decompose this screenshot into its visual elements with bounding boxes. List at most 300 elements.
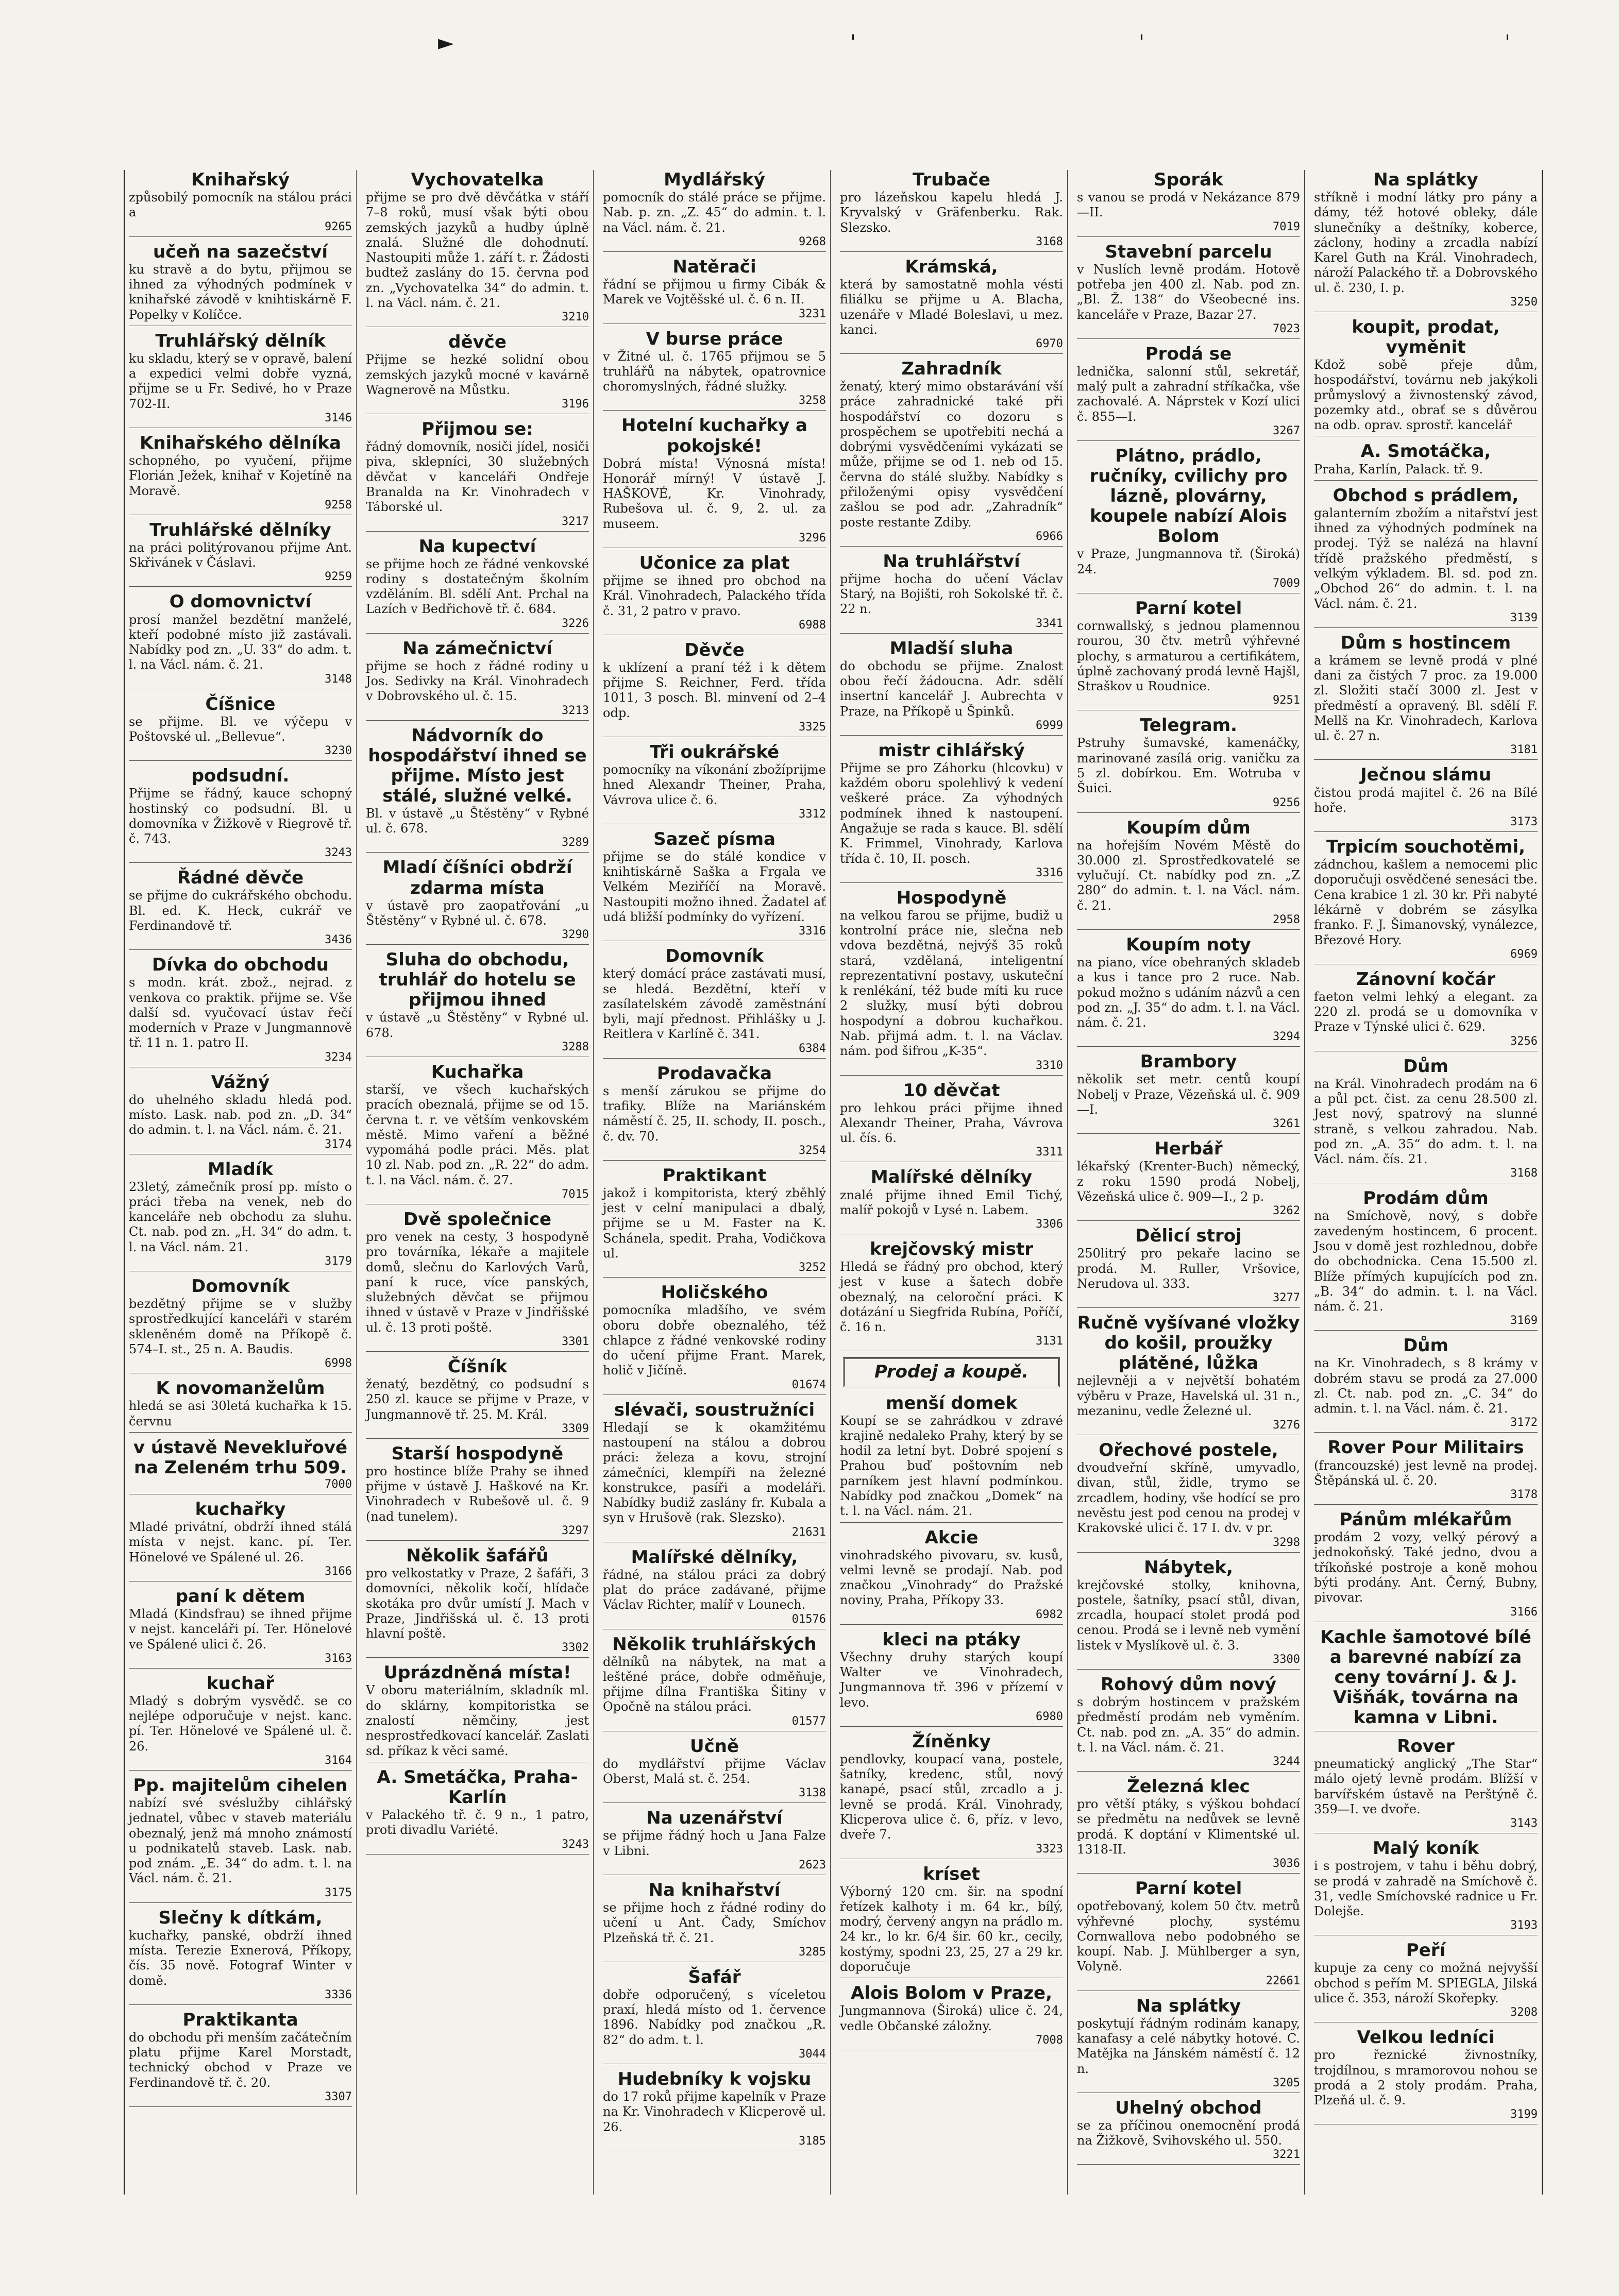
ad-number: 3290 <box>562 928 589 942</box>
classified-ad <box>366 639 589 721</box>
ad-number: 3181 <box>1510 743 1538 757</box>
ad-body: pro venek na cesty, 3 hospodyně pro továrníka, lékaře a majitele domů, slečnu do Karlových Varů, paní k ruce, více panských, služebných děvčat se přijmou ihned v ústavě v Praze v Jindřišské ul. č. 13 proti poště. <box>366 1230 589 1335</box>
ad-body: pomocník do stálé práce se přijme. Nab. p. zn. „Z. 45“ do admin. t. l. na Václ. nám. č. 21. <box>603 190 826 235</box>
ad-number: 6970 <box>1036 337 1063 351</box>
ad-column <box>362 170 594 2195</box>
classified-ad <box>840 1732 1063 1859</box>
ad-body: i s postrojem, v tahu i běhu dobrý, se prodá v zahradě na Smíchově č. 31, vedle Smíchovské radnice u Fr. Dolejše. <box>1314 1859 1538 1919</box>
ad-number: 3300 <box>1273 1653 1300 1666</box>
ad-heading: Malířské dělníky, <box>631 1546 798 1568</box>
classified-ad <box>1077 1777 1300 1874</box>
ad-number: 3323 <box>1036 1842 1063 1856</box>
ad-heading: kleci na ptáky <box>882 1629 1021 1650</box>
ad-heading: Praktikant <box>662 1165 767 1186</box>
classified-ad <box>366 1767 589 1855</box>
classified-ad <box>129 1587 352 1669</box>
classified-ad <box>603 416 826 548</box>
classified-ad <box>129 1776 352 1903</box>
classified-ad <box>1077 1313 1300 1435</box>
ad-number: 3146 <box>325 411 352 424</box>
ad-heading: Plátno, prádlo, ručníky, cvilichy pro lázně, plovárny, koupele nabízí Alois Bolom <box>1089 445 1288 547</box>
ad-body: pro hostince blíže Prahy se ihned přijme v ústavě J. Haškové na Kr. Vinohradech v Rubešově ul. č. 9 (nad tunelem). <box>366 1464 589 1524</box>
ad-number: 3277 <box>1273 1291 1300 1305</box>
classified-ad <box>603 170 826 252</box>
ad-body: do uhelného skladu hledá pod. místo. Lask. nab. pod zn. „D. 34“ do admin. t. l. na Václ. nám. č. 21. <box>129 1092 352 1137</box>
ad-number: 3205 <box>1273 2076 1300 2089</box>
classified-ad <box>603 1967 826 2064</box>
ad-number: 3312 <box>799 807 826 821</box>
classified-ad <box>1077 446 1300 593</box>
ad-body: přijme hocha do učení Václav Starý, na Bojišti, roh Sokolské tř. č. 22 n. <box>840 571 1063 617</box>
classified-ad <box>603 1635 826 1731</box>
ad-heading: Na knihařství <box>648 1879 781 1900</box>
classified-ad <box>129 955 352 1067</box>
classified-ad <box>840 1239 1063 1351</box>
classified-ad <box>1077 2098 1300 2165</box>
ad-body: dělníků na nábytek, na mat a leštěné práce, dobře odměňuje, přijme dílna Františka Šitiny v Opočně na stálou práci. <box>603 1654 826 1714</box>
ad-body: na piano, více obehraných skladeb a kus i tance pro 2 ruce. Nab. pokud možno s udáním názvů a cen pod zn. „J. 35“ do adm. t. l. na Václ. nám. č. 21. <box>1077 955 1300 1030</box>
classified-ad <box>129 1277 352 1373</box>
ad-number: 3169 <box>1510 1314 1538 1328</box>
classified-ad <box>129 1500 352 1581</box>
ad-number: 3168 <box>1036 235 1063 248</box>
classified-ad <box>840 1167 1063 1234</box>
ad-body: 250litrý pro pekaře lacino se prodá. M. Ruller, Vršovice, Nerudova ul. 333. <box>1077 1246 1300 1291</box>
ad-heading: Kachle šamotové bílé a barevné nabízí za ceny tovární J. & J. Višňák, továrna na kamna v Libni. <box>1320 1626 1531 1728</box>
classified-ad <box>603 329 826 411</box>
classified-ad <box>129 1379 352 1433</box>
ad-number: 3316 <box>1036 866 1063 879</box>
ad-heading: Nábytek, <box>1144 1557 1233 1578</box>
classified-ad <box>1314 317 1538 437</box>
ad-heading: A. Smotáčka, <box>1360 441 1491 462</box>
ad-heading: Ručně vyšívané vložky do košil, proužky plátěné, lůžka <box>1077 1313 1300 1374</box>
ad-heading: Vychovatelka <box>411 170 544 190</box>
ad-body: jakož i kompitorista, který zběhlý jest v celní manipulaci a dbalý, přijme se u M. Faster na K. Schánela, spedit. Praha, Vodičkova ul. <box>603 1185 826 1261</box>
ad-body: do obchodu se přijme. Znalost obou řečí žádoucna. Adr. sdělí insertní kancelář J. Aubrechta v Praze, na Příkopě u Špinků. <box>840 658 1063 719</box>
ad-number: 3217 <box>562 515 589 528</box>
ad-body: hledá se asi 30letá kuchařka k 15. červnu <box>129 1399 352 1428</box>
ad-body: V oboru materiálním, skladník ml. do sklárny, kompitoristka se znalostí němčiny, jest nesprostředkovací kancelář. Zaslati sd. příkaz k věci samé. <box>366 1683 589 1758</box>
ad-number: 3172 <box>1510 1416 1538 1430</box>
ad-heading: Knihařský <box>191 170 290 190</box>
ad-body: přijme se pro dvě děvčátka v stáří 7–8 roků, musí však býti obou zemských jazyků a hudby úplně znalá. Služné dle dohodnutí. Nastoupiti může 1. září t. r. Žádosti budtež zaslány do 15. června pod zn. „Vychovatelka 34“ do admin. t. l. na Václ. nám. č. 21. <box>366 190 589 310</box>
ad-body: Mladá (Kindsfrau) se ihned přijme v nejst. kanceláři pí. Ter. Hönelové ve Spálené ulici č. 26. <box>129 1606 352 1652</box>
ad-number: 3298 <box>1273 1536 1300 1549</box>
ad-body: Mladé privátní, obdrží ihned stálá místa v nejst. kanc. pí. Ter. Hönelové ve Spálené ul. 26. <box>129 1520 352 1564</box>
ad-heading: Parní kotel <box>1135 598 1242 619</box>
classified-ad <box>1314 1336 1538 1433</box>
ad-body: se za příčinou onemocnění prodá na Žižkově, Svihovského ul. 550. <box>1077 2118 1300 2148</box>
ad-number: 3174 <box>325 1137 352 1151</box>
ad-body: ku stravě a do bytu, přijmou se ihned za výhodných podmínek v knihařské závodě v knihtiskárně F. Popelky v Kolíčce. <box>129 262 352 322</box>
ad-body: způsobilý pomocník na stálou práci a <box>129 190 352 220</box>
classified-ad <box>840 170 1063 252</box>
ad-number: 6998 <box>325 1357 352 1370</box>
ad-heading: Velkou ledníci <box>1357 2027 1495 2048</box>
ad-number: 6988 <box>799 618 826 632</box>
classified-ad <box>129 1160 352 1271</box>
ad-body: starší, ve všech kuchařských pracích obeznalá, přijme se od 15. června t. r. ve větším venkovském městě. Mimo vaření a běžné vypomáhá podle práci. Měs. plat 10 zl. Nab. pod zn. „R. 22“ do adm. t. l. na Václ. nám. č. 27. <box>366 1082 589 1187</box>
classified-ad <box>840 888 1063 1076</box>
ad-heading: Malý koník <box>1373 1838 1479 1859</box>
ad-number: 3294 <box>1273 1030 1300 1044</box>
ad-body: prosí manžel bezdětní manželé, kteří podobné místo již zastávali. Nabídky pod zn. „U. 33“ do adm. t. l. na Václ. nám. č. 21. <box>129 612 352 672</box>
ad-heading: Stavební parcelu <box>1105 241 1272 262</box>
classified-ad <box>366 332 589 414</box>
ad-body: která by samostatně mohla vésti filiálku se přijme u A. Blacha, uzenáře v Mladé Boleslavi, u mez. kanci. <box>840 277 1063 337</box>
classified-ad <box>840 639 1063 736</box>
ad-number: 9268 <box>799 235 826 248</box>
classified-ad <box>1077 170 1300 237</box>
classified-ad <box>1314 633 1538 760</box>
ad-number: 3302 <box>562 1641 589 1655</box>
ad-heading: Vážný <box>211 1072 270 1093</box>
classified-ad <box>1314 1737 1538 1833</box>
ad-body: 23letý, zámečník prosí pp. místo o práci třeba na venek, neb do kanceláře neb obchodu za sluhu. Ct. nab. pod zn. „H. 34“ do adm. t. l. na Václ. nám. 21. <box>129 1179 352 1254</box>
ad-body: na Kr. Vinohradech, s 8 krámy v dobrém stavu se prodá za 27.000 zl. Ct. nab. pod zn. „C. 34“ do admin. t. l. na Václ. nám. č. 21. <box>1314 1356 1538 1416</box>
classified-ad <box>840 1630 1063 1727</box>
ad-body: dvoudveřní skříně, umyvadlo, divan, stůl, židle, trymo se zrcadlem, hodiny, vše hodící se pro nevěstu jest pod cenou na prodej v Krakovské ulici č. 17 I. dv. v pr. <box>1077 1460 1300 1536</box>
ad-heading: Domovník <box>665 946 764 967</box>
ad-number: 9256 <box>1273 796 1300 809</box>
ad-body: řádné, na stálou práci za dobrý plat do práce zadávané, přijme Václav Richter, malíř v Lounech. <box>603 1567 826 1612</box>
classified-ad <box>1314 486 1538 628</box>
classified-ad <box>840 257 1063 354</box>
ad-heading: Na splátky <box>1373 170 1478 190</box>
classified-ad <box>129 1073 352 1154</box>
classified-ad <box>603 1547 826 1629</box>
ad-number: 3267 <box>1273 424 1300 437</box>
ad-number: 3166 <box>1510 1605 1538 1619</box>
classified-ad <box>366 1663 589 1762</box>
classified-ad <box>603 946 826 1058</box>
ad-body: nabízí své svéslužby cihlářský jednatel, vůbec v staveb materiálu obeznalý, jenž má mnoho známostí u podnikatelů staveb. Lask. nab. pod znám. „E. 34“ do adm. t. l. na Václ. nám. č. 21. <box>129 1796 352 1886</box>
ad-heading: Mladík <box>207 1159 274 1180</box>
classified-ad <box>603 1064 826 1161</box>
classified-ad <box>366 858 589 945</box>
ad-body: Mladý s dobrým vysvědč. se co nejlépe odporučuje v nejst. kanc. pí. Ter. Hönelové ve Spálené ul. č. 26. <box>129 1693 352 1754</box>
ad-heading: Sporák <box>1154 170 1223 190</box>
ad-number: 3243 <box>325 846 352 860</box>
ad-heading: Kuchařka <box>431 1062 524 1083</box>
ad-heading: Malířské dělníky <box>870 1167 1033 1188</box>
ad-number: 21631 <box>791 1525 826 1539</box>
classified-ad <box>603 257 826 324</box>
ad-number: 3289 <box>562 836 589 849</box>
ad-body: s vanou se prodá v Nekázance 879—II. <box>1077 190 1300 220</box>
ad-body: lékařský (Krenter-Buch) německý, z roku 1590 prodá Nobelj, Vězeňská ulice č. 909—I., 2 p. <box>1077 1159 1300 1204</box>
ad-body: vinohradského pivovaru, sv. kusů, velmi levně se prodají. Nab. pod značkou „Vinohrady“ do Pražské noviny, Praha, Příkopy 33. <box>840 1547 1063 1608</box>
ad-number: 3036 <box>1273 1857 1300 1870</box>
classified-ad <box>1077 344 1300 441</box>
ad-body: pneumatický anglický „The Star“ málo ojetý levně prodám. Blížší v barvířském ústavě na Perštýně č. 359—I. ve dvoře. <box>1314 1757 1538 1816</box>
classified-ad <box>840 1983 1063 2050</box>
classified-ad <box>603 742 826 824</box>
ad-body: ženatý, bezdětný, co podsudní s 250 zl. kauce se přijme v Praze, v Jungmannově tř. 25. M. Král. <box>366 1377 589 1422</box>
classified-ad <box>603 553 826 635</box>
ad-number: 01577 <box>791 1714 826 1728</box>
classified-ad <box>603 1880 826 1962</box>
ad-heading: slévači, soustružníci <box>614 1399 815 1420</box>
ad-number: 3341 <box>1036 617 1063 630</box>
ad-heading: koupit, prodat, vyměnit <box>1352 316 1500 358</box>
classified-ad <box>603 1283 826 1394</box>
ad-number: 3307 <box>325 2090 352 2103</box>
classified-ad <box>1314 1057 1538 1184</box>
classified-ad <box>840 1528 1063 1625</box>
ad-body: kuchařky, panské, obdrží ihned místa. Terezie Exnerová, Příkopy, čís. 35 nově. Fotograf Winter v domě. <box>129 1928 352 1988</box>
classified-ad <box>129 433 352 515</box>
ad-number: 3044 <box>799 2048 826 2061</box>
ad-body: do 17 roků přijme kapelník v Praze na Kr. Vinohradech v Klicperově ul. 26. <box>603 2089 826 2134</box>
ad-heading: Prodám dům <box>1363 1188 1489 1209</box>
ad-body: na Smíchově, nový, s dobře zavedeným hostincem, 6 procent. Jsou v domě jest rozhlednou, dobře do obchodnicka. Cena 15.500 zl. Blíže přímých kupujících pod zn. „B. 34“ do admin. t. l. na Václ. nám. č. 21. <box>1314 1209 1538 1314</box>
ad-number: 3163 <box>325 1652 352 1665</box>
ad-heading: Učně <box>689 1736 739 1757</box>
ad-body: se přijme hoch ze řádné venkovské rodiny s dostatečným školním vzděláním. Bl. sdělí Ant. Prchal na Lazích v Bedřichově tř. č. 684. <box>366 556 589 617</box>
ad-heading: Knihařského dělníka <box>140 432 341 453</box>
ad-body: pro lázeňskou kapelu hledá J. Kryvalský v Gräfenberku. Rak. Slezsko. <box>840 190 1063 235</box>
ad-body: Přijme se pro Záhorku (hlcovku) v každém oboru spolehlivý k vedení veškeré práce. Za výhodných podmínek ihned k nastoupení. Angažuje se rada s kauce. Bl. sdělí K. Frimmel, Vinohrady, Karlova třída č. 10, II. posch. <box>840 760 1063 866</box>
ad-body: se přijme hoch z řádné rodiny do učení u Ant. Čady, Smíchov Plzeňská tř. č. 21. <box>603 1900 826 1945</box>
ad-heading: Dům <box>1403 1056 1448 1077</box>
ad-heading: Pánům mlékařům <box>1339 1509 1512 1530</box>
ad-body: na Král. Vinohradech prodám na 6 a půl pct. čist. za cenu 28.500 zl. Jest nový, spatrový na slunné straně, s velkou zahradou. Nab. pod zn. „A. 35“ do adm. t. l. na Václ. nám. čís. 21. <box>1314 1076 1538 1167</box>
print-mark: ► <box>438 31 454 55</box>
ad-number: 3166 <box>325 1564 352 1578</box>
classified-ads-page <box>124 170 1543 2195</box>
ad-body: poskytují řádným rodinám kanapy, kanafasy a celé nábytky hotové. C. Matějka na Jánském náměstí č. 12 n. <box>1077 2016 1300 2076</box>
ad-number: 2958 <box>1273 913 1300 926</box>
classified-ad <box>603 1400 826 1542</box>
classified-ad <box>1314 2028 1538 2124</box>
ad-heading: Starší hospodyně <box>391 1443 564 1464</box>
ad-number: 9258 <box>325 498 352 512</box>
ad-body: přijme se hoch z řádné rodiny u Jos. Sedivky na Král. Vinohradech v Dobrovského ul. č. 15. <box>366 658 589 704</box>
ad-number: 3306 <box>1036 1218 1063 1231</box>
classified-ad <box>1077 1440 1300 1552</box>
print-mark: ' <box>850 31 856 55</box>
classified-ad <box>603 640 826 737</box>
ad-body: Jungmannova (Široká) ulice č. 24, vedle Občanské záložny. <box>840 2003 1063 2033</box>
ad-body: prodám 2 vozy, velký pérový a jednokoňský. Také jedno, dvou a tříkoňské postroje a koně mohou býti prodány. Ant. Černý, Bubny, pivovar. <box>1314 1530 1538 1605</box>
ad-heading: Učonice za plat <box>639 552 790 573</box>
classified-ad <box>366 1210 589 1352</box>
ad-heading: kríset <box>923 1863 980 1884</box>
ad-number: 3243 <box>562 1838 589 1851</box>
ad-heading: kuchař <box>207 1673 274 1694</box>
ad-heading: Řádné děvče <box>177 868 304 889</box>
ad-number: 3296 <box>799 531 826 545</box>
ad-body: který domácí práce zastávati musí, se hledá. Bezdětní, kteří v zasílatelském závodě zaměstnání byli, mají přednost. Přihlášky u J. Reitlera v Karlíně č. 341. <box>603 966 826 1042</box>
classified-ad <box>1077 1139 1300 1221</box>
ad-heading: Na splátky <box>1136 1995 1241 2016</box>
ad-number: 3208 <box>1510 2006 1538 2019</box>
ad-number: 7023 <box>1273 322 1300 335</box>
ad-number: 3138 <box>799 1787 826 1800</box>
ad-number: 3164 <box>325 1754 352 1767</box>
ad-number: 7008 <box>1036 2033 1063 2047</box>
classified-ad <box>129 2010 352 2107</box>
ad-heading: Zahradník <box>901 359 1002 380</box>
classified-ad <box>1077 1226 1300 1308</box>
ad-number: 3244 <box>1273 1755 1300 1768</box>
ad-heading: Akcie <box>924 1527 979 1548</box>
ad-body: s modn. krát. zbož., nejrad. z venkova co praktik. přijme se. Vše další sd. vyučovací ústav řečí moderních v Praze v Jungmannově tř. 11 n. 1. patro II. <box>129 975 352 1050</box>
ad-body: čistou prodá majitel č. 26 na Bílé hoře. <box>1314 785 1538 815</box>
ad-body: Přijme se řádný, kauce schopný hostinský co podsudní. Bl. u domovníka v Žižkově v Riegrově tř. č. 743. <box>129 786 352 846</box>
ad-heading: Rover Pour Militairs <box>1327 1437 1524 1458</box>
ad-heading: Mladí číšníci obdrží zdarma místa <box>382 857 572 898</box>
ad-heading: Dívka do obchodu <box>152 955 329 976</box>
classified-ad <box>129 520 352 587</box>
ad-heading: Pp. majitelům cihelen <box>133 1775 348 1796</box>
ad-heading: Koupím dům <box>1126 817 1251 838</box>
ad-number: 9259 <box>325 570 352 584</box>
ad-heading: Ječnou slámu <box>1360 764 1491 786</box>
classified-ad <box>129 694 352 761</box>
ad-body: a krámem se levně prodá v plné dani za čistých 7 proc. za 19.000 zl. Složiti stačí 3000 zl. Jest v předměstí a opravený. Bl. sdělí F. Mellš na Kr. Vinohradech, Karlova ul. č. 27 n. <box>1314 653 1538 743</box>
ad-number: 6384 <box>799 1042 826 1055</box>
ad-number: 01576 <box>791 1612 826 1626</box>
ad-heading: Uhelný obchod <box>1115 2097 1262 2118</box>
classified-ad <box>366 170 589 327</box>
classified-ad <box>843 1357 1060 1387</box>
ad-heading: Rover <box>1397 1736 1455 1757</box>
ad-number: 3285 <box>799 1945 826 1959</box>
ad-number: 3231 <box>799 307 826 320</box>
ad-heading: Na kupectví <box>418 536 536 557</box>
ad-number: 3276 <box>1273 1419 1300 1432</box>
ad-heading: Dům <box>1403 1335 1448 1356</box>
ad-number: 3301 <box>562 1335 589 1348</box>
classified-ad <box>1077 716 1300 812</box>
ad-heading: paní k dětem <box>175 1586 306 1607</box>
print-mark: ' <box>1139 31 1144 55</box>
ad-number: 3199 <box>1510 2108 1538 2121</box>
ad-body: několik set metr. centů koupí Nobelj v Praze, Vězeňská ul. č. 909—I. <box>1077 1072 1300 1117</box>
ad-heading: Na uzenářství <box>646 1808 783 1829</box>
ad-column <box>599 170 831 2195</box>
ad-body: v Praze, Jungmannova tř. (Široká) 24. <box>1077 547 1300 576</box>
ad-number: 3258 <box>799 394 826 407</box>
classified-ad <box>1314 837 1538 964</box>
ad-heading: Herbář <box>1154 1138 1223 1160</box>
ad-body: faeton velmi lehký a elegant. za 220 zl. prodá se u domovníka v Praze v Týnské ulici č. 629. <box>1314 989 1538 1034</box>
ad-body: schopného, po vyučení, přijme Florián Ježek, knihař v Kojetíně na Moravě. <box>129 453 352 498</box>
ad-number: 3173 <box>1510 815 1538 829</box>
ad-body: s dobrým hostincem v pražském předměstí prodám neb vyměním. Ct. nab. pod zn. „A. 35“ do admin. t. l. na Václ. nám. č. 21. <box>1077 1695 1300 1755</box>
classified-ad <box>129 1908 352 2005</box>
ad-body: ku skladu, který se v opravě, balení a expedici velmi dobře vyzná, přijme se u Fr. Sedivé, ho v Praze 702-II. <box>129 351 352 411</box>
ad-body: pro lehkou práci přijme ihned Alexandr Theiner, Praha, Vávrova ul. čís. 6. <box>840 1100 1063 1146</box>
ad-body: na hořejším Novém Městě do 30.000 zl. Sprostředkovatelé se vylučují. Ct. nabídky pod zn. „Z 280“ do admin. t. l. na Václ. nám. č. 21. <box>1077 838 1300 913</box>
ad-body: se přijme. Bl. ve výčepu v Poštovské ul. „Bellevue“. <box>129 714 352 744</box>
ad-body: do mydlářství přijme Václav Oberst, Malá st. č. 254. <box>603 1756 826 1787</box>
ad-heading: Parní kotel <box>1135 1878 1242 1899</box>
ad-body: Pstruhy šumavské, kamenáčky, marinované zasílá orig. vaničku za 5 zl. dobírkou. Em. Wotruba v Šuici. <box>1077 736 1300 796</box>
ad-number: 3297 <box>562 1524 589 1537</box>
classified-ad <box>1077 1996 1300 2093</box>
ad-heading: v ústavě Nevekluřové na Zeleném trhu 509. <box>133 1437 348 1478</box>
classified-ad <box>603 829 826 941</box>
classified-ad <box>1314 1438 1538 1505</box>
classified-ad <box>129 331 352 428</box>
ad-heading: Tři oukrářské <box>649 741 780 762</box>
ad-number: 3309 <box>562 1422 589 1435</box>
ad-body: znalé přijme ihned Emil Tichý, malíř pokojů v Lysé n. Labem. <box>840 1187 1063 1217</box>
classified-ad <box>366 1546 589 1658</box>
ad-number: 3143 <box>1510 1817 1538 1830</box>
ad-heading: Na truhlářství <box>883 551 1020 572</box>
classified-ad <box>366 537 589 634</box>
classified-ad <box>840 1393 1063 1523</box>
ad-number: 3196 <box>562 398 589 411</box>
ad-number: 3336 <box>325 1988 352 2001</box>
classified-ad <box>1314 765 1538 832</box>
ad-number: 7000 <box>325 1477 352 1491</box>
ad-heading: Holičského <box>661 1282 768 1303</box>
ad-heading: Přijmou se: <box>421 419 533 440</box>
ad-number: 3288 <box>562 1041 589 1054</box>
ad-heading: 10 děvčat <box>903 1080 1000 1101</box>
ad-body: Výborný 120 cm. šir. na spodní řetízek kalhoty i m. 64 kr., bílý, modrý, červený angyn na prádlo m. 24 kr., lo kr. 6/4 šir. 60 kr., cecily, kostýmy, spodni 23, 25, 27 a 29 kr. doporučuje <box>840 1884 1063 1974</box>
ad-heading: O domovnictví <box>169 591 312 613</box>
ad-number: 3193 <box>1510 1919 1538 1932</box>
ad-body: řádní se přijmou u firmy Cibák & Marek ve Vojtěšské ul. č. 6 n. II. <box>603 277 826 307</box>
ad-heading: Šafář <box>688 1966 741 1987</box>
ad-body: v Žitné ul. č. 1765 přijmou se 5 truhlářů na nábytek, opatrovnice choromyslných, řádné služky. <box>603 349 826 394</box>
ad-number: 6999 <box>1036 719 1063 732</box>
ad-heading: Číšnice <box>205 693 276 715</box>
ad-body: pro velkostatky v Praze, 2 šafáři, 3 domovníci, několik kočí, hlídače skotáka pro dvůr umístí J. Mach v Praze, Jindřišská ul. č. 13 proti hlavní poště. <box>366 1566 589 1641</box>
ad-heading: Domovník <box>191 1276 290 1297</box>
ad-body: dobře odporučený, s víceletou praxí, hledá místo od 1. července 1896. Nabídky pod značkou „R. 82“ do adm. t. l. <box>603 1987 826 2047</box>
print-mark: ' <box>1505 31 1510 55</box>
ad-body: pomocníky na víkonání zbožíprijme hned Alexandr Theiner, Praha, Vávrova ulice č. 6. <box>603 762 826 807</box>
classified-ad <box>366 726 589 853</box>
ad-number: 9265 <box>325 220 352 233</box>
ad-heading: Telegram. <box>1140 715 1237 736</box>
ad-number: 3213 <box>562 704 589 717</box>
ad-heading: Hospodyně <box>896 887 1007 908</box>
ad-number: 6982 <box>1036 1608 1063 1621</box>
ad-number: 2623 <box>799 1858 826 1872</box>
ad-body: Bl. v ústavě „u Štěstěny“ v Rybné ul. č. 678. <box>366 806 589 836</box>
classified-ad <box>129 1674 352 1771</box>
ad-heading: Alois Bolom v Praze, <box>851 1983 1052 2004</box>
ad-body: galanterním zbožím a nitařství jest ihned za výhodných podmínek na prodej. Týž se nalézá na hlavní třídě pražského předměstí, s velkým výkladem. Bl. sd. pod zn. „Obchod 26“ do admin. t. l. na Václ. nám. č. 21. <box>1314 505 1538 611</box>
ad-column <box>1310 170 1542 2195</box>
ad-number: 22661 <box>1266 1974 1300 1987</box>
classified-ad <box>1314 441 1538 480</box>
ad-heading: Prodá se <box>1145 343 1232 364</box>
ad-number: 3179 <box>325 1255 352 1268</box>
ad-body: na práci politýrovanou přijme Ant. Skřivánek v Čáslavi. <box>129 540 352 570</box>
classified-ad <box>1314 1839 1538 1935</box>
ad-body: do obchodu při menším začátečním platu přijme Karel Morstadt, technický obchod v Praze ve Ferdinandově tř. č. 20. <box>129 2030 352 2090</box>
ad-body: (francouzské) jest levně na prodej. Štěpánská ul. č. 20. <box>1314 1458 1538 1488</box>
ad-heading: menší domek <box>885 1392 1018 1414</box>
ad-heading: Prodej a koupě. <box>874 1362 1028 1383</box>
ad-number: 6980 <box>1036 1710 1063 1723</box>
ad-body: Dobrá místa! Výnosná místa! Honorář mírný! V ústavě J. HAŠKOVÉ, Kr. Vinohrady, Rubešova ul. č. 9, 2. ul. za museem. <box>603 456 826 531</box>
ad-heading: Obchod s prádlem, <box>1333 485 1519 506</box>
classified-ad <box>840 741 1063 883</box>
classified-ad <box>1077 242 1300 339</box>
ad-body: Kdož sobě přeje dům, hospodářství, továrnu neb jakýkoli průmyslový a živnostenský závod, pozemky atd., obrať se s důvěrou na odb. oprav. sprostř. kancelář <box>1314 358 1538 433</box>
